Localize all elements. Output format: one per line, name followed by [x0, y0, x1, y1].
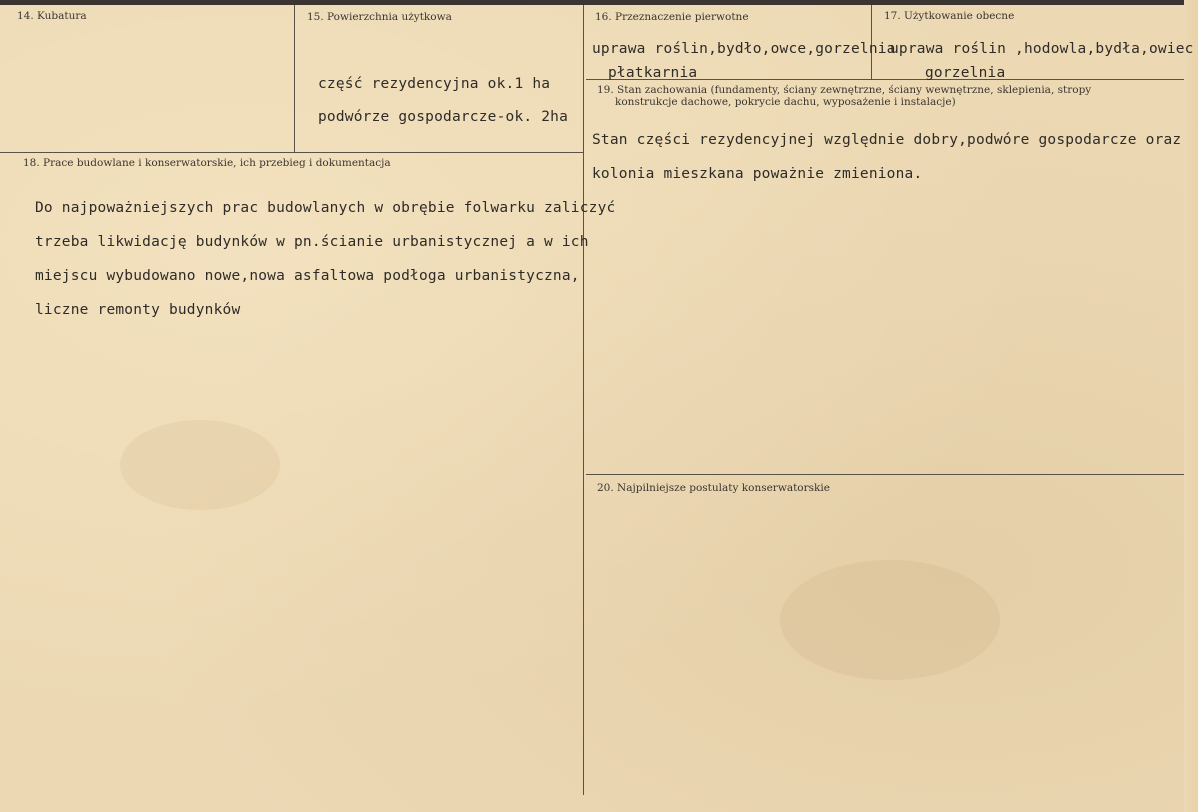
- f16-value-line-1: uprawa roślin,bydło,owce,gorzelnia: [592, 41, 896, 57]
- divider-14-15: [294, 5, 295, 152]
- divider-15-18: [0, 152, 584, 153]
- label-14-kubatura: 14. Kubatura: [17, 10, 87, 22]
- card-top-edge: [0, 0, 1198, 5]
- f15-value-line-2: podwórze gospodarcze-ok. 2ha: [318, 109, 569, 125]
- f17-value-line-1: uprawa roślin ,hodowla,bydła,owiec: [890, 41, 1194, 57]
- f19-value-line-2: kolonia mieszkana poważnie zmieniona.: [592, 166, 923, 182]
- f16-value-line-2: płatkarnia: [608, 65, 698, 81]
- f18-value-line-3: miejscu wybudowano nowe,nowa asfaltowa podłoga urbanistyczna,: [35, 268, 580, 284]
- label-20-postulaty: 20. Najpilniejsze postulaty konserwatorskie: [597, 482, 830, 494]
- label-17-uzytkowanie: 17. Użytkowanie obecne: [884, 10, 1015, 22]
- divider-19-20: [586, 474, 1184, 475]
- f18-value-line-4: liczne remonty budynków: [35, 302, 241, 318]
- f17-value-line-2: gorzelnia: [925, 65, 1006, 81]
- label-15-powierzchnia: 15. Powierzchnia użytkowa: [307, 11, 452, 23]
- f18-value-line-1: Do najpoważniejszych prac budowlanych w obrębie folwarku zaliczyć: [35, 200, 616, 216]
- card-right-edge: [1184, 0, 1198, 812]
- label-16-przeznaczenie: 16. Przeznaczenie pierwotne: [595, 11, 749, 23]
- divider-center: [583, 5, 584, 795]
- label-19-stan-line-2: konstrukcje dachowe, pokrycie dachu, wyposażenie i instalacje): [615, 96, 956, 108]
- label-19-stan-line-1: 19. Stan zachowania (fundamenty, ściany zewnętrzne, ściany wewnętrzne, sklepienia, stropy: [597, 84, 1092, 96]
- f18-value-line-2: trzeba likwidację budynków w pn.ścianie urbanistycznej a w ich: [35, 234, 589, 250]
- f15-value-line-1: część rezydencyjna ok.1 ha: [318, 76, 551, 92]
- paper-stain: [120, 420, 280, 510]
- paper-stain: [780, 560, 1000, 680]
- f19-value-line-1: Stan części rezydencyjnej względnie dobry,podwóre gospodarcze oraz: [592, 132, 1182, 148]
- label-18-prace: 18. Prace budowlane i konserwatorskie, ich przebieg i dokumentacja: [23, 157, 391, 169]
